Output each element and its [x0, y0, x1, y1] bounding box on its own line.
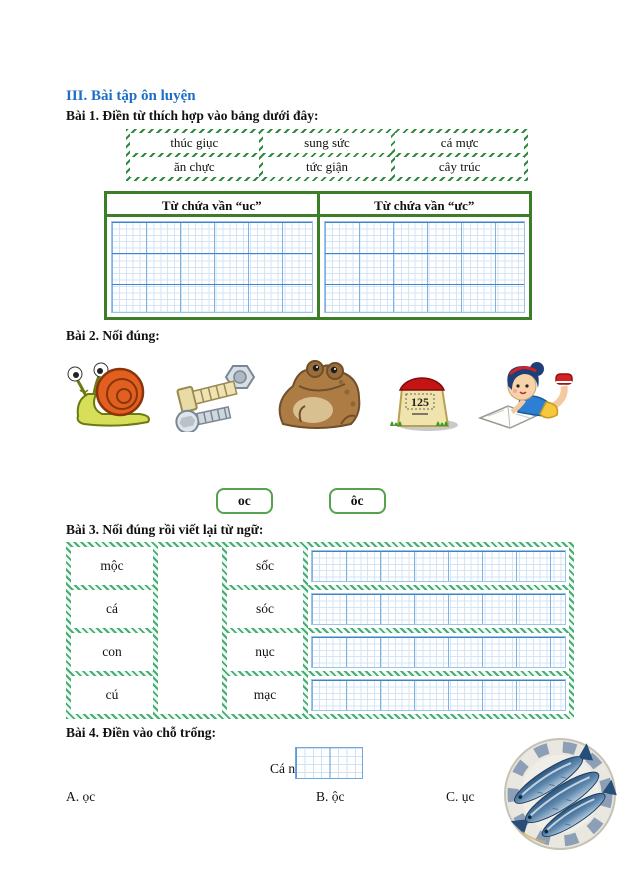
handwriting-grid-uwc[interactable]: [324, 221, 526, 313]
uc-column-header: Từ chứa vần “uc”: [107, 194, 317, 217]
option-b: B. ộc: [316, 789, 345, 804]
handwriting-grid-row4[interactable]: [311, 679, 566, 711]
oc-box: oc: [216, 488, 273, 514]
fill-blank-prompt: Cá n: [270, 761, 296, 776]
option-c: C. ục: [446, 789, 475, 804]
handwriting-grid-uc[interactable]: [111, 221, 313, 313]
bolts-and-nut-image: [171, 360, 259, 432]
word-bank-item: cây trúc: [395, 157, 524, 177]
left-word: cú: [71, 676, 153, 714]
exercise2-picture-row: [66, 350, 574, 432]
left-word: cá: [71, 590, 153, 628]
section-title: III. Bài tập ôn luyện: [66, 88, 196, 104]
girl-reading-image: [474, 354, 574, 432]
word-bank-item: sung sức: [263, 133, 392, 153]
exercise3-matching-table: [66, 542, 574, 719]
exercise3-title: Bài 3. Nối đúng rồi viết lại từ ngữ:: [66, 522, 264, 537]
snail-image: [66, 354, 158, 432]
handwriting-grid-row1[interactable]: [311, 550, 566, 582]
right-word: mạc: [227, 676, 303, 714]
uwc-column: [317, 194, 530, 317]
oc-hat-box: ôc: [329, 488, 386, 514]
uwc-column-header: Từ chứa vần “ưc”: [320, 194, 530, 217]
word-bank-item: tức giận: [263, 157, 392, 177]
right-word: sốc: [227, 547, 303, 585]
handwriting-grid-row2[interactable]: [311, 593, 566, 625]
exercise1-answer-table: [104, 191, 532, 320]
left-word: con: [71, 633, 153, 671]
exercise1-title: Bài 1. Điền từ thích hợp vào bảng dưới đây:: [66, 108, 319, 123]
handwriting-grid-row3[interactable]: [311, 636, 566, 668]
option-a: A. ọc: [66, 789, 96, 804]
exercise1-word-bank: [126, 129, 528, 181]
word-bank-item: thúc giục: [130, 133, 259, 153]
milestone-image: [376, 360, 462, 432]
exercise4-title: Bài 4. Điền vào chỗ trống:: [66, 725, 216, 740]
right-word: nục: [227, 633, 303, 671]
right-word: sóc: [227, 590, 303, 628]
mackerel-fish-photo: [498, 736, 622, 856]
toad-image: [271, 352, 363, 432]
word-bank-item: ăn chực: [130, 157, 259, 177]
matching-connector-area[interactable]: [158, 547, 222, 714]
uc-column: [107, 194, 317, 317]
milestone-number: 125: [410, 395, 429, 409]
exercise2-title: Bài 2. Nối đúng:: [66, 328, 160, 343]
fill-blank-grid[interactable]: [295, 747, 363, 779]
left-word: mộc: [71, 547, 153, 585]
word-bank-item: cá mực: [395, 133, 524, 153]
worksheet-page: [66, 88, 574, 805]
rhyme-boxes: [216, 488, 574, 514]
